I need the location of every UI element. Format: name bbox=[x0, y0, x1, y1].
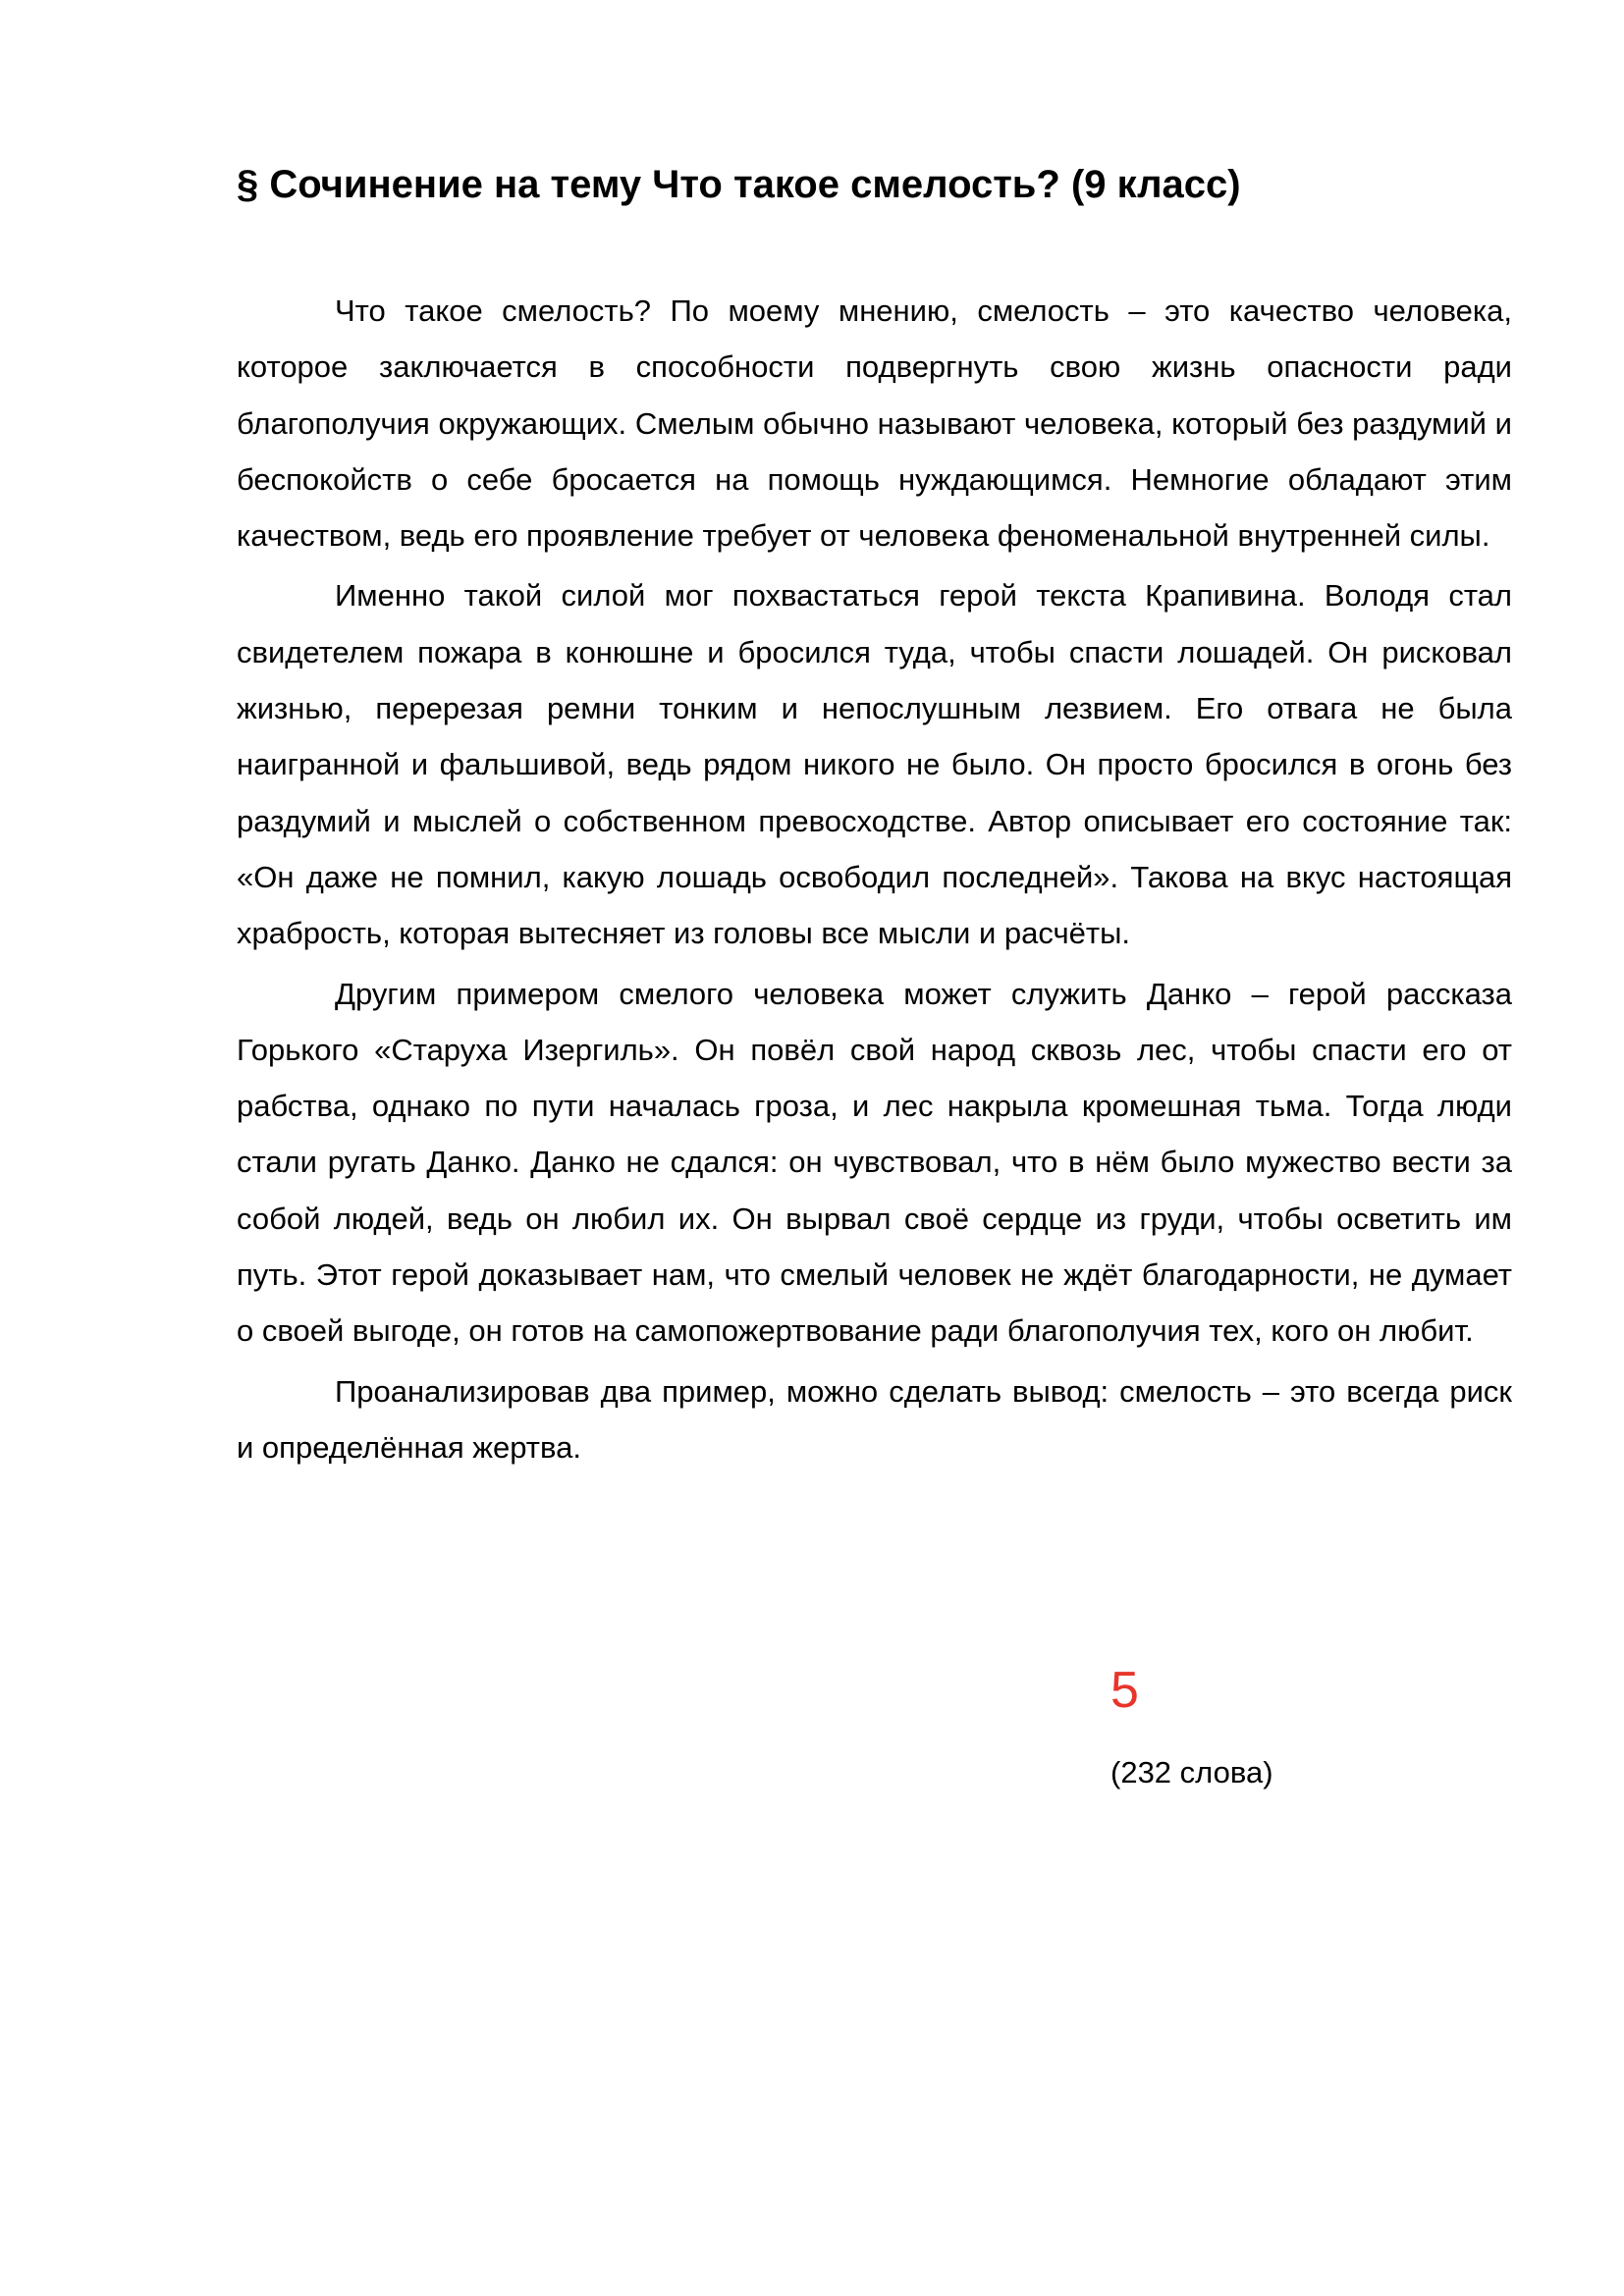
grade-mark: 5 bbox=[1110, 1662, 1139, 1719]
word-count: (232 слова) bbox=[1110, 1755, 1273, 1789]
essay-paragraph-1: Что такое смелость? По моему мнению, смелость – это качество человека, которое заключается в способности подвергнуть свою жизнь опасности ради благополучия окружающих. Смелым обычно называют человека, который без раздумий и беспокойств о себе бросается на помощь нуждающимся. Немногие обладают этим качеством, ведь его проявление требует от человека феноменальной внутренней силы. bbox=[237, 294, 1512, 554]
page-title: § Сочинение на тему Что такое смелость? (9 класс) bbox=[237, 163, 1241, 206]
essay-body bbox=[237, 283, 1512, 1479]
essay-paragraph-3: Другим примером смелого человека может служить Данко – герой рассказа Горького «Старуха Изергиль». Он повёл свой народ сквозь лес, чтобы спасти его от рабства, однако по пути началась гроза, и лес накрыла кромешная тьма. Тогда люди стали ругать Данко. Данко не сдался: он чувствовал, что в нём было мужество вести за собой людей, ведь он любил их. Он вырвал своё сердце из груди, чтобы осветить им путь. Этот герой доказывает нам, что смелый человек не ждёт благодарности, не думает о своей выгоде, он готов на самопожертвование ради благополучия тех, кого он любит. bbox=[237, 976, 1512, 1349]
essay-paragraph-2: Именно такой силой мог похвастаться герой текста Крапивина. Володя стал свидетелем пожара в конюшне и бросился туда, чтобы спасти лошадей. Он рисковал жизнью, перерезая ремни тонким и непослушным лезвием. Его отвага не была наигранной и фальшивой, ведь рядом никого не было. Он просто бросился в огонь без раздумий и мыслей о собственном превосходстве. Автор описывает его состояние так: «Он даже не помнил, какую лошадь освободил последней». Такова на вкус настоящая храбрость, которая вытесняет из головы все мысли и расчёты. bbox=[237, 578, 1512, 951]
essay-paragraph-4: Проанализировав два пример, можно сделать вывод: смелость – это всегда риск и определённая жертва. bbox=[237, 1373, 1512, 1465]
